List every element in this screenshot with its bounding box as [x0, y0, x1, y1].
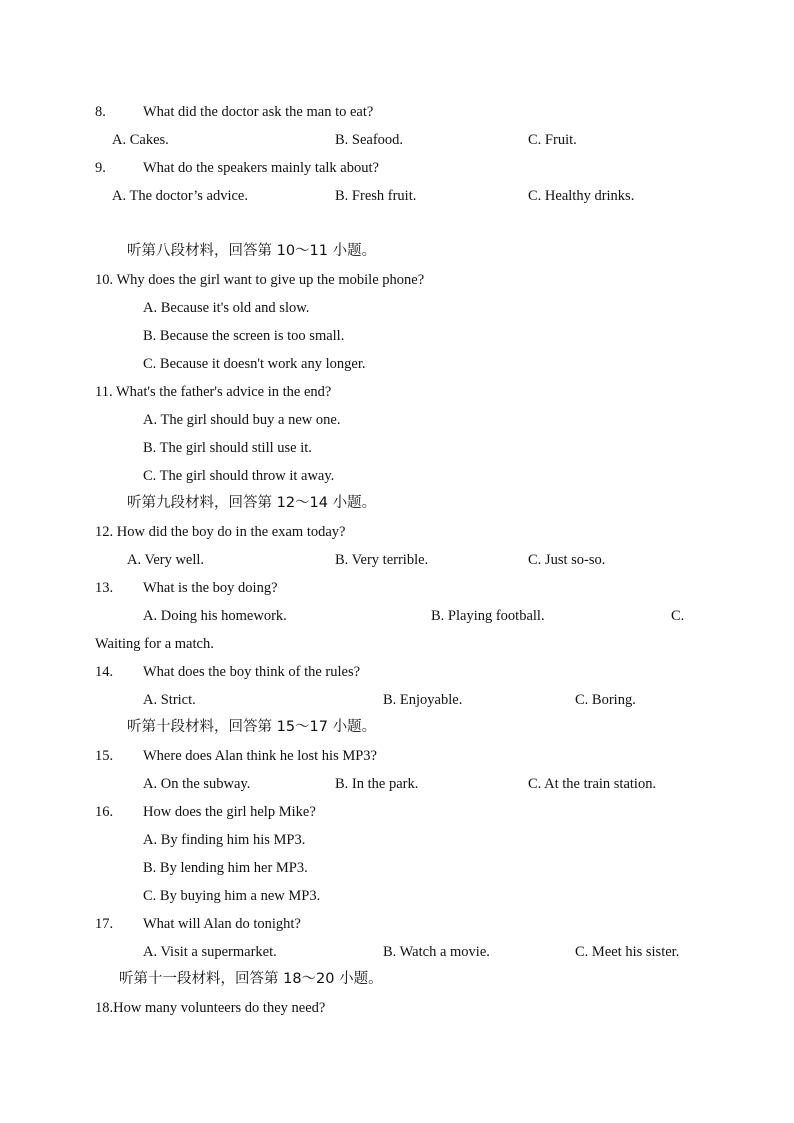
question-12-option-b: B. Very terrible.: [335, 552, 429, 568]
question-11-option-a: A. The girl should buy a new one.: [143, 412, 341, 428]
section-10-heading: 听第十段材料，回答第 15～17 小题。: [127, 719, 377, 735]
question-9-number: 9.: [95, 160, 106, 176]
question-14-option-c: C. Boring.: [575, 692, 636, 708]
question-9-option-c: C. Healthy drinks.: [528, 188, 635, 204]
section-11-heading: 听第十一段材料，回答第 18～20 小题。: [119, 971, 383, 987]
question-10-text: 10. Why does the girl want to give up the mobile phone?: [95, 272, 425, 288]
section-9-heading: 听第九段材料，回答第 12～14 小题。: [127, 495, 377, 511]
question-15-option-a: A. On the subway.: [143, 776, 251, 792]
question-13-option-c: Waiting for a match.: [95, 636, 214, 652]
question-8-option-a: A. Cakes.: [112, 132, 169, 148]
question-9-text: What do the speakers mainly talk about?: [143, 160, 379, 176]
question-14-option-b: B. Enjoyable.: [383, 692, 463, 708]
question-16-number: 16.: [95, 804, 114, 820]
question-10-option-b: B. Because the screen is too small.: [143, 328, 345, 344]
question-15-option-b: B. In the park.: [335, 776, 419, 792]
question-18-text: 18.How many volunteers do they need?: [95, 1000, 326, 1016]
question-15-text: Where does Alan think he lost his MP3?: [143, 748, 377, 764]
question-17-option-a: A. Visit a supermarket.: [143, 944, 277, 960]
question-9-option-b: B. Fresh fruit.: [335, 188, 417, 204]
question-17-number: 17.: [95, 916, 114, 932]
question-15-option-c: C. At the train station.: [528, 776, 657, 792]
question-8-text: What did the doctor ask the man to eat?: [143, 104, 374, 120]
question-17-option-b: B. Watch a movie.: [383, 944, 490, 960]
question-14-text: What does the boy think of the rules?: [143, 664, 361, 680]
question-11-text: 11. What's the father's advice in the end?: [95, 384, 332, 400]
question-12-option-c: C. Just so-so.: [528, 552, 606, 568]
question-8-option-b: B. Seafood.: [335, 132, 404, 148]
question-13-option-b: B. Playing football.: [431, 608, 545, 624]
question-10-option-c: C. Because it doesn't work any longer.: [143, 356, 366, 372]
question-9-option-a: A. The doctor’s advice.: [112, 188, 248, 204]
question-12-option-a: A. Very well.: [127, 552, 205, 568]
question-13-text: What is the boy doing?: [143, 580, 278, 596]
question-14-number: 14.: [95, 664, 114, 680]
question-8-option-c: C. Fruit.: [528, 132, 577, 148]
question-8-number: 8.: [95, 104, 106, 120]
question-16-option-c: C. By buying him a new MP3.: [143, 888, 321, 904]
question-11-option-c: C. The girl should throw it away.: [143, 468, 335, 484]
question-16-option-a: A. By finding him his MP3.: [143, 832, 306, 848]
question-13-option-c-prefix: C.: [671, 608, 685, 624]
question-15-number: 15.: [95, 748, 114, 764]
question-10-option-a: A. Because it's old and slow.: [143, 300, 310, 316]
question-12-text: 12. How did the boy do in the exam today?: [95, 524, 346, 540]
section-8-heading: 听第八段材料，回答第 10～11 小题。: [127, 243, 377, 259]
question-17-option-c: C. Meet his sister.: [575, 944, 680, 960]
question-13-option-a: A. Doing his homework.: [143, 608, 287, 624]
question-16-text: How does the girl help Mike?: [143, 804, 316, 820]
question-11-option-b: B. The girl should still use it.: [143, 440, 312, 456]
question-16-option-b: B. By lending him her MP3.: [143, 860, 308, 876]
question-14-option-a: A. Strict.: [143, 692, 196, 708]
question-13-number: 13.: [95, 580, 114, 596]
question-17-text: What will Alan do tonight?: [143, 916, 301, 932]
